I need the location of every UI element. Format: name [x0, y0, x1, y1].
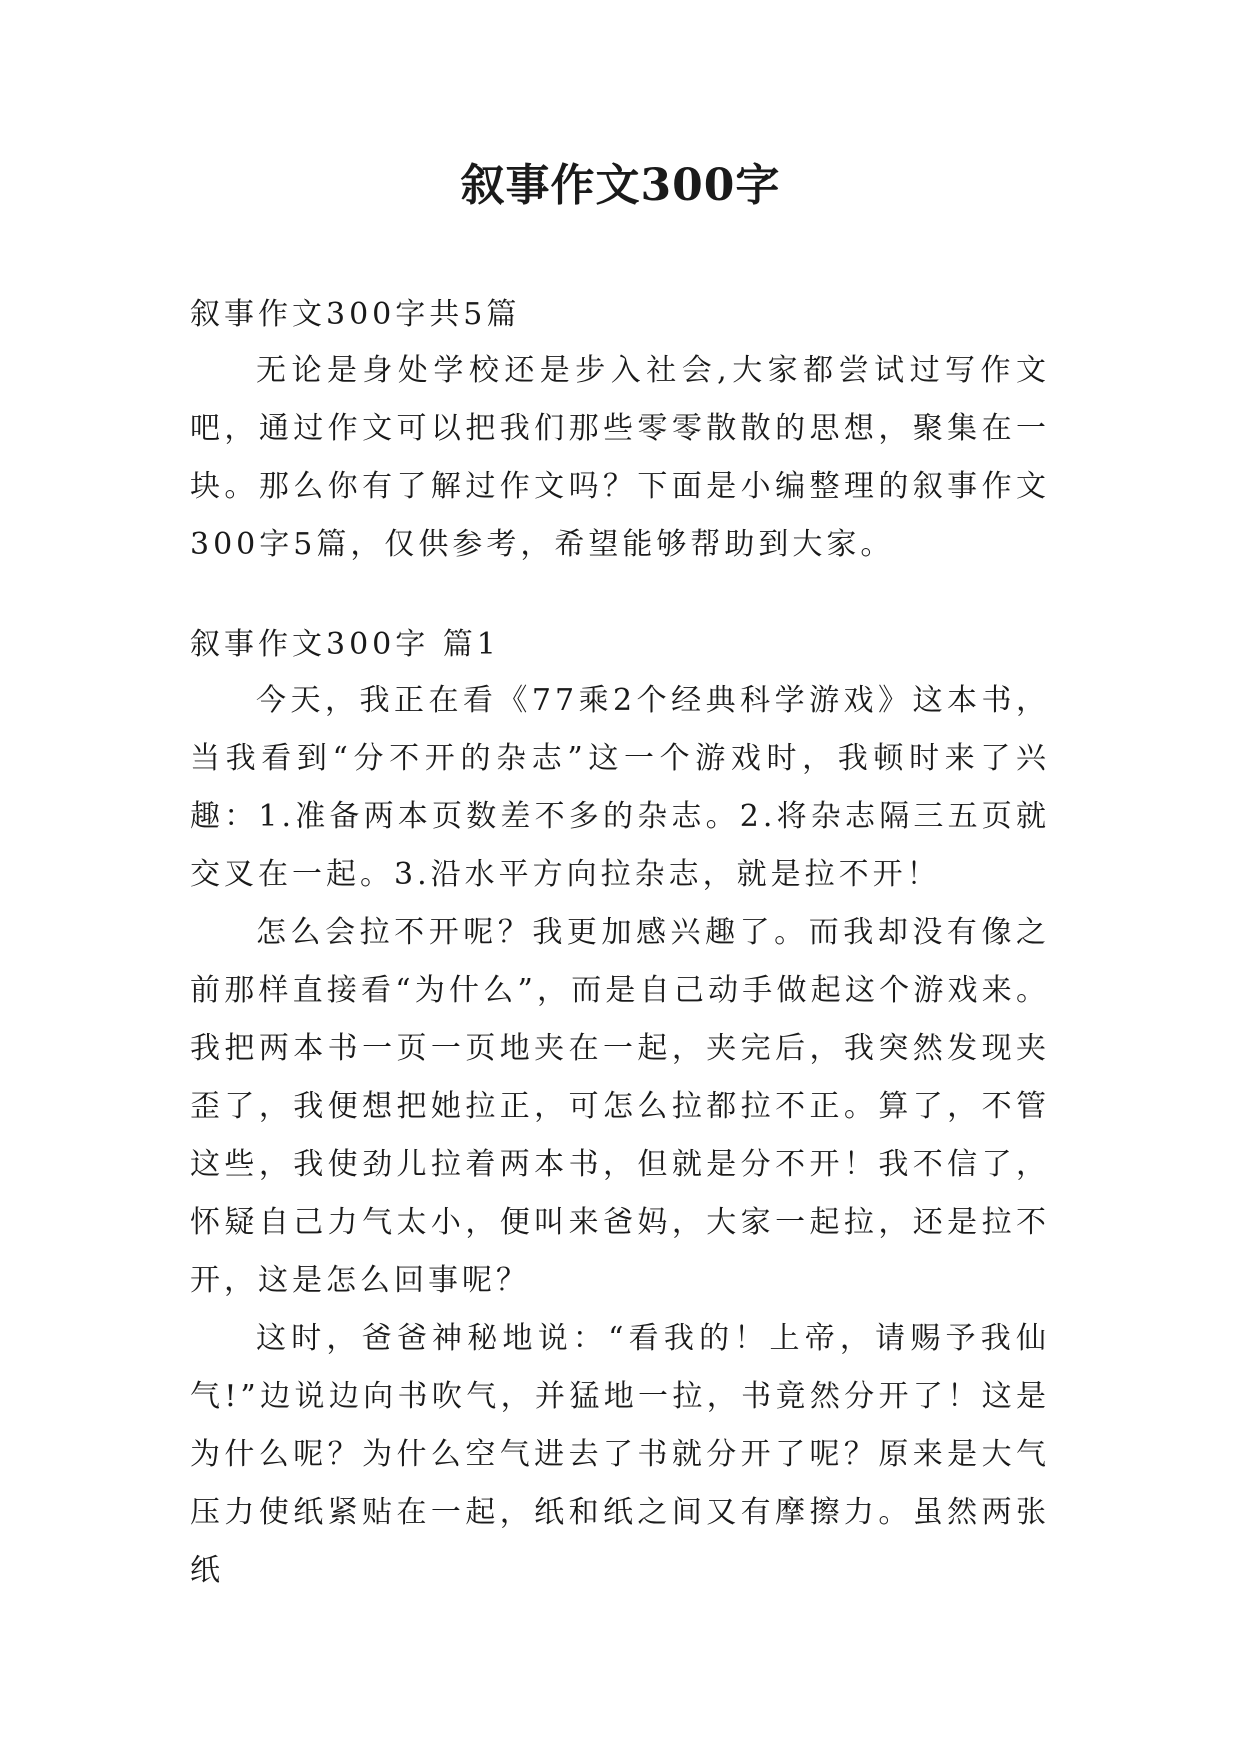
section-heading: 叙事作文300字 篇1 — [190, 627, 500, 662]
document-title: 叙事作文300字 — [460, 160, 781, 211]
document-subtitle: 叙事作文300字共5篇 — [190, 297, 521, 332]
section-paragraph: 今天，我正在看《77乘2个经典科学游戏》这本书，当我看到“分不开的杂志”这一个游戏时，我顿时来了兴趣：1.准备两本页数差不多的杂志。2.将杂志隔三五页就交叉在一起。3.沿水平方向拉杂志，就是拉不开！ — [190, 683, 1050, 892]
section-paragraph: 这时，爸爸神秘地说：“看我的！上帝，请赐予我仙气!”边说边向书吹气，并猛地一拉，书竟然分开了！这是为什么呢？为什么空气进去了书就分开了呢？原来是大气压力使纸紧贴在一起，纸和纸之间又有摩擦力。虽然两张纸 — [190, 1321, 1050, 1588]
intro-paragraph: 无论是身处学校还是步入社会,大家都尝试过写作文吧，通过作文可以把我们那些零零散散的思想，聚集在一块。那么你有了解过作文吗？下面是小编整理的叙事作文300字5篇，仅供参考，希望能够帮助到大家。 — [190, 353, 1050, 562]
section-paragraph: 怎么会拉不开呢？我更加感兴趣了。而我却没有像之前那样直接看“为什么”，而是自己动手做起这个游戏来。我把两本书一页一页地夹在一起，夹完后，我突然发现夹歪了，我便想把她拉正，可怎么拉都拉不正。算了，不管这些，我使劲儿拉着两本书，但就是分不开！我不信了，怀疑自己力气太小，便叫来爸妈，大家一起拉，还是拉不开，这是怎么回事呢？ — [190, 915, 1050, 1298]
